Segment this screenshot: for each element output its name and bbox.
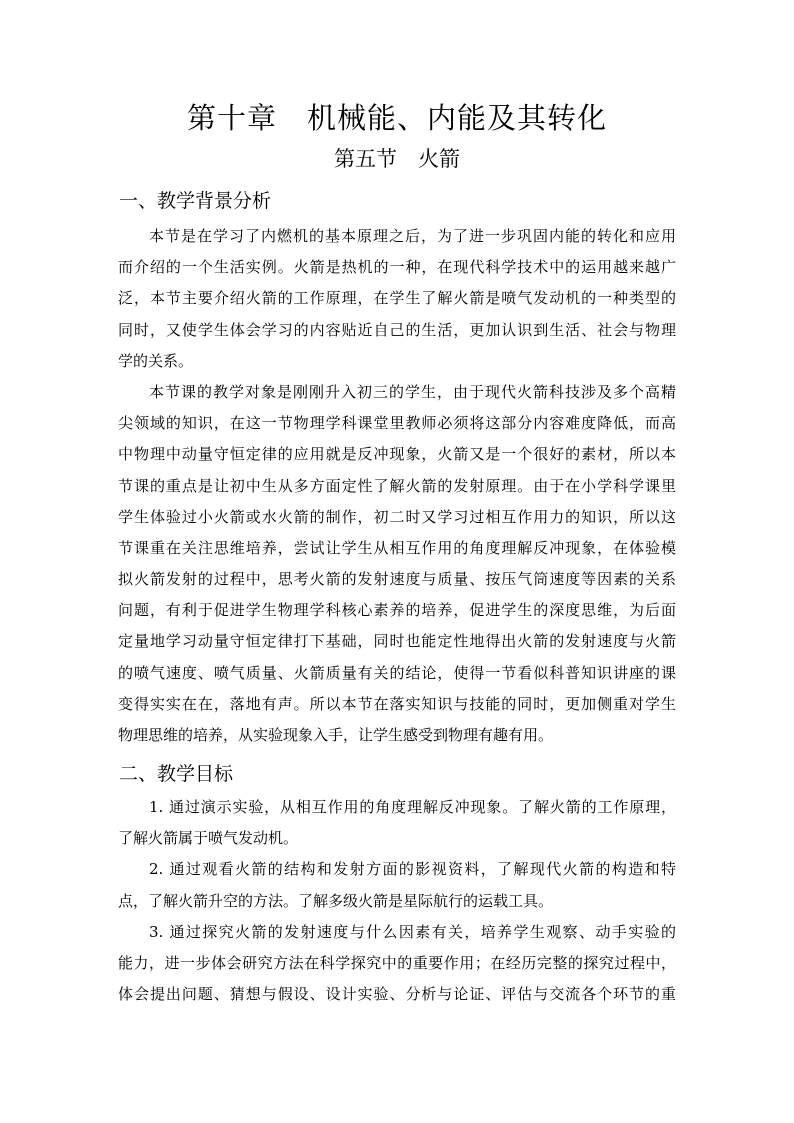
text-line: 学生体验过小火箭或水火箭的制作，初二时又学习过相互作用力的知识，所以这	[118, 507, 676, 526]
text-line: 1. 通过演示实验，从相互作用的角度理解反冲现象。了解火箭的工作原理，	[149, 798, 676, 816]
text-line: 中物理中动量守恒定律的应用就是反冲现象，火箭又是一个很好的素材，所以本	[118, 445, 676, 464]
text-line: 泛，本节主要介绍火箭的工作原理，在学生了解火箭是喷气发动机的一种类型的	[118, 289, 676, 308]
text-line: 本节是在学习了内燃机的基本原理之后，为了进一步巩固内能的转化和应用	[149, 227, 676, 245]
objective-item	[118, 854, 676, 916]
background-analysis-body	[118, 221, 676, 751]
text-line: 的喷气速度、喷气质量、火箭质量有关的结论，使得一节看似科普知识讲座的课	[118, 663, 676, 682]
text-line: 节课重在关注思维培养，尝试让学生从相互作用的角度理解反冲现象，在体验模	[118, 538, 676, 557]
text-line: 拟火箭发射的过程中，思考火箭的发射速度与质量、按压气筒速度等因素的关系	[118, 570, 676, 589]
section-heading-background: 一、教学背景分析	[119, 190, 272, 212]
text-line: 了解火箭属于喷气发动机。	[118, 829, 299, 848]
section-title: 第五节 火箭	[334, 147, 460, 171]
text-line: 点，了解火箭升空的方法。了解多级火箭是星际航行的运载工具。	[118, 891, 554, 910]
text-line: 能力，进一步体会研究方法在科学探究中的重要作用；在经历完整的探究过程中，	[118, 953, 676, 972]
teaching-objectives-body	[118, 792, 676, 1010]
text-line: 节课的重点是让初中生从多方面定性了解火箭的发射原理。由于在小学科学课里	[118, 476, 676, 495]
text-line: 2. 通过观看火箭的结构和发射方面的影视资料，了解现代火箭的构造和特	[149, 860, 676, 879]
objective-item	[118, 917, 676, 1011]
text-line: 而介绍的一个生活实例。火箭是热机的一种，在现代科学技术中的运用越来越广	[118, 258, 676, 277]
text-line: 体会提出问题、猜想与假设、设计实验、分析与论证、评估与交流各个环节的重	[118, 985, 676, 1004]
text-line: 定量地学习动量守恒定律打下基础，同时也能定性地得出火箭的发射速度与火箭	[118, 632, 676, 651]
text-line: 学的关系。	[118, 351, 194, 370]
text-line: 3. 通过探究火箭的发射速度与什么因素有关，培养学生观察、动手实验的	[149, 922, 676, 941]
text-line: 尖领域的知识，在这一节物理学科课堂里教师必须将这部分内容难度降低，而高	[118, 414, 676, 433]
text-line: 同时，又使学生体会学习的内容贴近自己的生活，更加认识到生活、社会与物理	[118, 320, 676, 339]
text-line: 变得实实在在，落地有声。所以本节在落实知识与技能的同时，更加侧重对学生	[118, 694, 676, 713]
text-line: 本节课的教学对象是刚刚升入初三的学生，由于现代火箭科技涉及多个高精	[149, 382, 676, 401]
section-heading-objectives: 二、教学目标	[119, 763, 234, 785]
text-line: 问题，有利于促进学生物理学科核心素养的培养，促进学生的深度思维，为后面	[118, 601, 676, 620]
chapter-title: 第十章 机械能、内能及其转化	[186, 101, 607, 135]
paragraph	[118, 377, 676, 751]
paragraph	[118, 221, 676, 377]
text-line: 物理思维的培养，从实验现象入手，让学生感受到物理有趣有用。	[118, 726, 554, 744]
objective-item	[118, 792, 676, 854]
